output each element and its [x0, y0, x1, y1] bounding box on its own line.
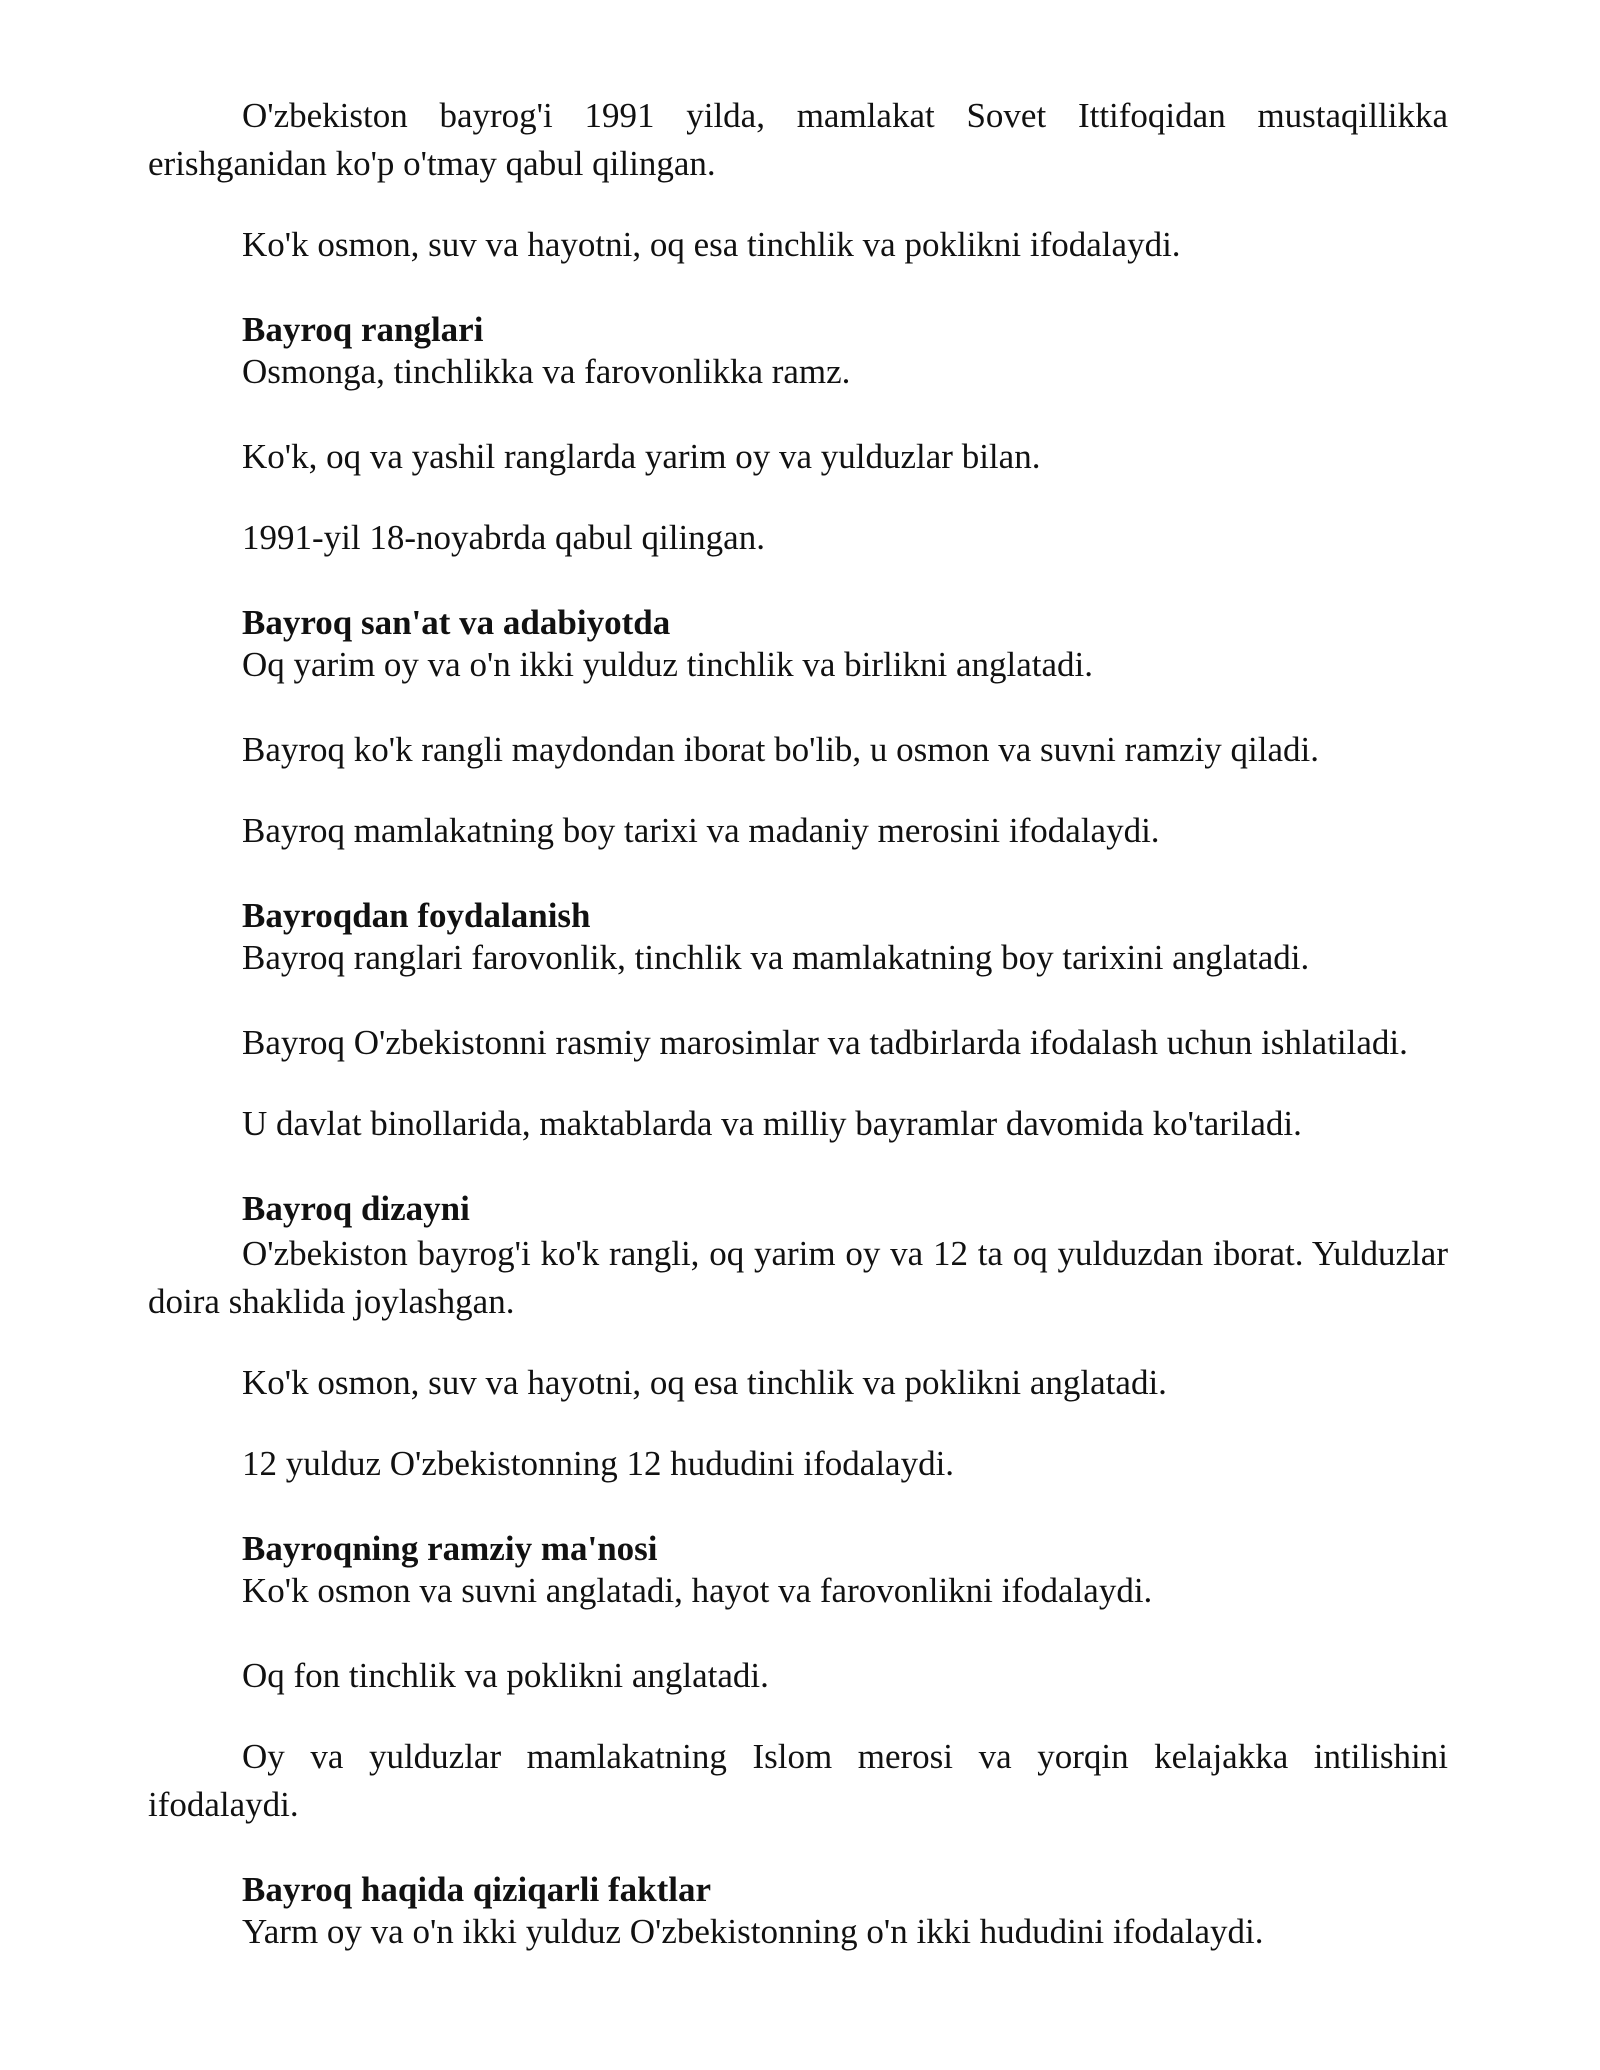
section-lead: Osmonga, tinchlikka va farovonlikka ramz. — [242, 352, 851, 391]
section-heading: Bayroq dizayni — [242, 1189, 470, 1228]
section-paragraph: Oy va yulduzlar mamlakatning Islom merosi va yorqin kelajakka intilishini ifodalaydi. — [148, 1737, 1448, 1824]
section-paragraph: Bayroq O'zbekistonni rasmiy marosimlar va tadbirlarda ifodalash uchun ishlatiladi. — [242, 1023, 1408, 1062]
section-heading: Bayroqning ramziy ma'nosi — [242, 1529, 658, 1568]
section-heading: Bayroqdan foydalanish — [242, 896, 591, 935]
section-paragraph: Ko'k osmon, suv va hayotni, oq esa tinchlik va poklikni anglatadi. — [242, 1363, 1167, 1402]
section-lead: Ko'k osmon va suvni anglatadi, hayot va farovonlikni ifodalaydi. — [242, 1571, 1153, 1610]
section-paragraph: Bayroq mamlakatning boy tarixi va madaniy merosini ifodalaydi. — [242, 811, 1160, 850]
section-paragraph: Oq fon tinchlik va poklikni anglatadi. — [242, 1656, 769, 1695]
section-paragraph: U davlat binollarida, maktablarda va milliy bayramlar davomida ko'tariladi. — [242, 1104, 1302, 1143]
section-lead: Yarm oy va o'n ikki yulduz O'zbekistonning o'n ikki hududini ifodalaydi. — [242, 1912, 1264, 1951]
section-lead: O'zbekiston bayrog'i ko'k rangli, oq yarim oy va 12 ta oq yulduzdan iborat. Yulduzlar doira shaklida joylashgan. — [148, 1234, 1448, 1321]
section-bayroq-dizayni — [148, 1188, 1448, 1488]
section-bayroqdan-foydalanish — [148, 895, 1448, 1148]
section-paragraph: 1991-yil 18-noyabrda qabul qilingan. — [242, 518, 765, 557]
section-paragraph: Ko'k, oq va yashil ranglarda yarim oy va yulduzlar bilan. — [242, 437, 1041, 476]
section-heading: Bayroq san'at va adabiyotda — [242, 603, 671, 642]
section-bayroq-ranglari — [148, 309, 1448, 562]
intro-paragraph-1: O'zbekiston bayrog'i 1991 yilda, mamlakat Sovet Ittifoqidan mustaqillikka erishganidan ko'p o'tmay qabul qilingan. — [148, 96, 1448, 183]
section-lead: Bayroq ranglari farovonlik, tinchlik va mamlakatning boy tarixini anglatadi. — [242, 938, 1310, 977]
section-paragraph: Bayroq ko'k rangli maydondan iborat bo'lib, u osmon va suvni ramziy qiladi. — [242, 730, 1320, 769]
section-bayroq-sanat — [148, 602, 1448, 855]
document-body — [148, 92, 1448, 1993]
section-ramziy-manosi — [148, 1528, 1448, 1829]
section-qiziqarli-faktlar — [148, 1869, 1448, 1953]
section-heading: Bayroq haqida qiziqarli faktlar — [242, 1870, 712, 1909]
section-paragraph: 12 yulduz O'zbekistonning 12 hududini ifodalaydi. — [242, 1444, 955, 1483]
section-lead: Oq yarim oy va o'n ikki yulduz tinchlik va birlikni anglatadi. — [242, 645, 1094, 684]
intro-paragraph-2: Ko'k osmon, suv va hayotni, oq esa tinchlik va poklikni ifodalaydi. — [242, 225, 1181, 264]
section-heading: Bayroq ranglari — [242, 310, 484, 349]
